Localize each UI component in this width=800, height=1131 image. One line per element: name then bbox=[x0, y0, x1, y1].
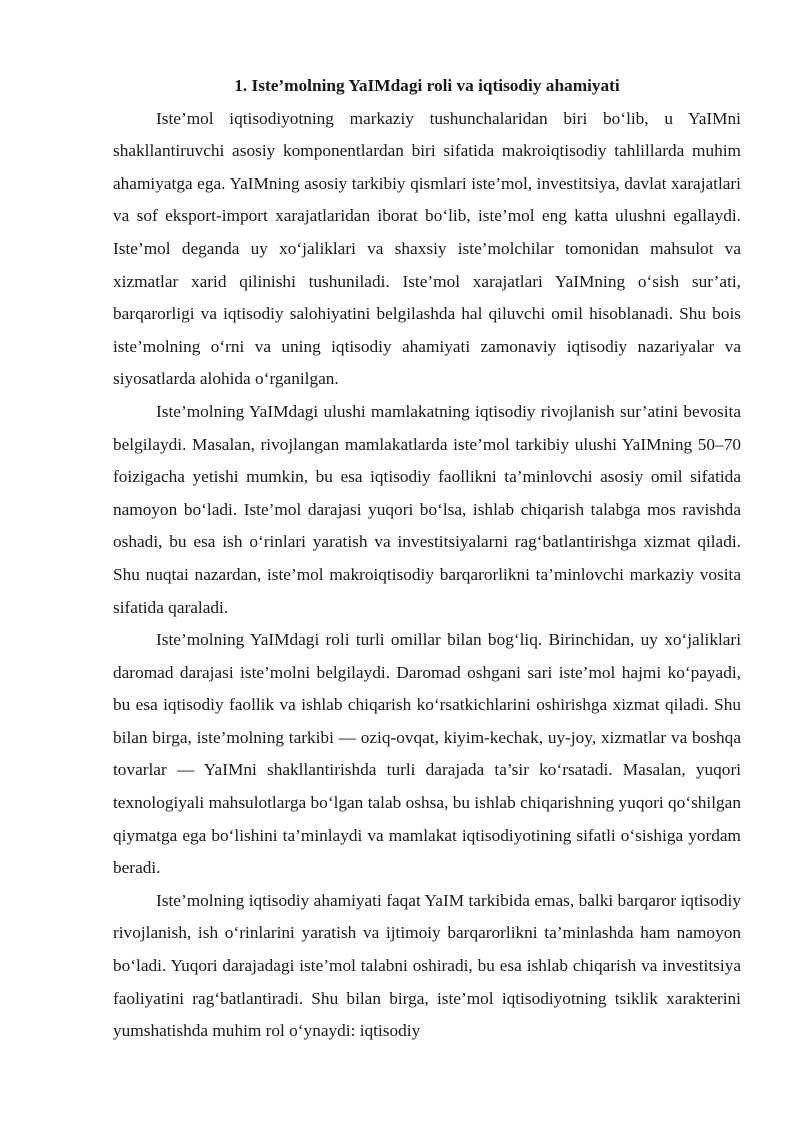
paragraph-1: Iste’mol iqtisodiyotning markaziy tushunchalaridan biri bo‘lib, u YaIMni shakllantiruvchi asosiy komponentlardan biri sifatida makroiqtisodiy tahlillarda muhim ahamiyatga ega. YaIMning asosiy tarkibiy qismlari iste’mol, investitsiya, davlat xarajatlari va sof eksport-import xarajatlaridan iborat bo‘lib, iste’mol eng katta ulushni egallaydi. Iste’mol deganda uy xo‘jaliklari va shaxsiy iste’molchilar tomonidan mahsulot va xizmatlar xarid qilinishi tushuniladi. Iste’mol xarajatlari YaIMning o‘sish sur’ati, barqarorligi va iqtisodiy salohiyatini belgilashda hal qiluvchi omil hisoblanadi. Shu bois iste’molning o‘rni va uning iqtisodiy ahamiyati zamonaviy iqtisodiy nazariyalar va siyosatlarda alohida o‘rganilgan. bbox=[113, 108, 741, 389]
paragraph-4: Iste’molning iqtisodiy ahamiyati faqat YaIM tarkibida emas, balki barqaror iqtisodiy rivojlanish, ish o‘rinlarini yaratish va ijtimoiy barqarorlikni ta’minlashda ham namoyon bo‘ladi. Yuqori darajadagi iste’mol talabni oshiradi, bu esa ishlab chiqarish va investitsiya faoliyatini rag‘batlantiradi. Shu bilan birga, iste’mol iqtisodiyotning tsiklik xarakterini yumshatishda muhim rol o‘ynaydi: iqtisodiy bbox=[113, 890, 741, 1041]
paragraph-2: Iste’molning YaIMdagi ulushi mamlakatning iqtisodiy rivojlanish sur’atini bevosita belgilaydi. Masalan, rivojlangan mamlakatlarda iste’mol tarkibiy ulushi YaIMning 50–70 foizigacha yetishi mumkin, bu esa iqtisodiy faollikni ta’minlovchi asosiy omil sifatida namoyon bo‘ladi. Iste’mol darajasi yuqori bo‘lsa, ishlab chiqarish talabga mos ravishda oshadi, bu esa ish o‘rinlari yaratish va investitsiyalarni rag‘batlantirishga xizmat qiladi. Shu nuqtai nazardan, iste’mol makroiqtisodiy barqarorlikni ta’minlovchi markaziy vosita sifatida qaraladi. bbox=[113, 401, 741, 617]
document-body bbox=[113, 70, 741, 1048]
section-heading: 1. Iste’molning YaIMdagi roli va iqtisodiy ahamiyati bbox=[234, 76, 620, 95]
paragraph-3: Iste’molning YaIMdagi roli turli omillar bilan bog‘liq. Birinchidan, uy xo‘jaliklari daromad darajasi iste’molni belgilaydi. Daromad oshgani sari iste’mol hajmi ko‘payadi, bu esa iqtisodiy faollik va ishlab chiqarish ko‘rsatkichlarini oshirishga xizmat qiladi. Shu bilan birga, iste’molning tarkibi — oziq-ovqat, kiyim-kechak, uy-joy, xizmatlar va boshqa tovarlar — YaIMni shakllantirishda turli darajada ta’sir ko‘rsatadi. Masalan, yuqori texnologiyali mahsulotlarga bo‘lgan talab oshsa, bu ishlab chiqarishning yuqori qo‘shilgan qiymatga ega bo‘lishini ta’minlaydi va mamlakat iqtisodiyotining sifatli o‘sishiga yordam beradi. bbox=[113, 630, 741, 878]
